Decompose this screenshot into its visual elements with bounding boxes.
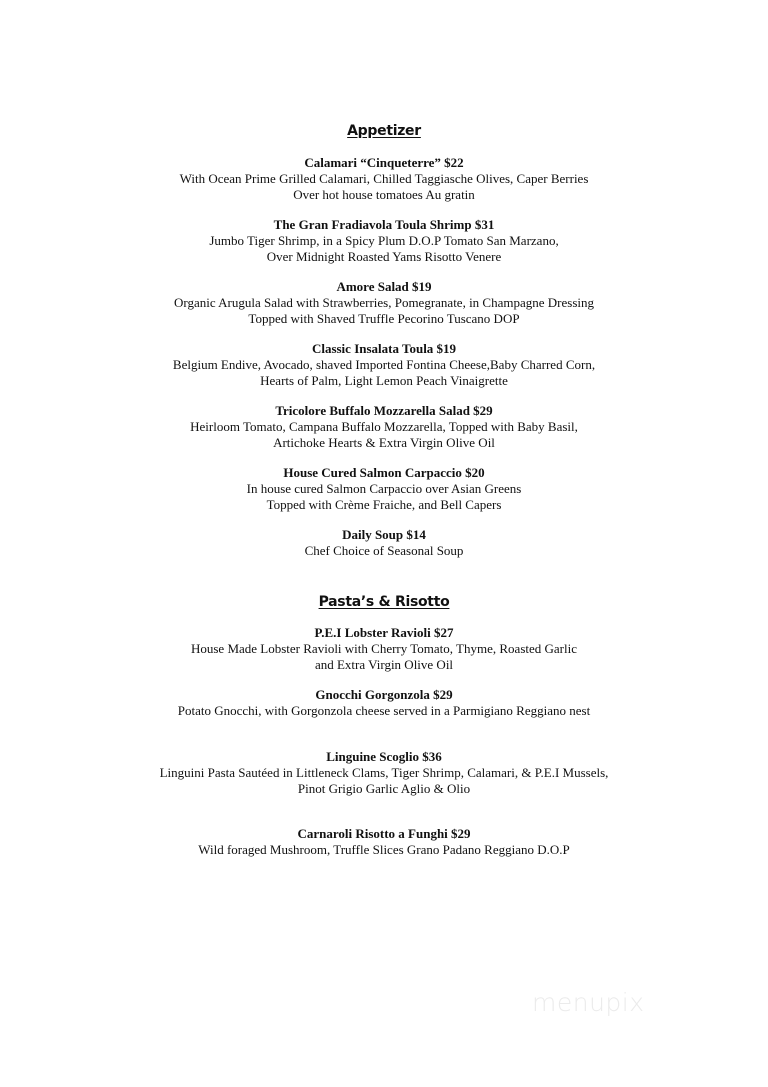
menu-item-description: Heirloom Tomato, Campana Buffalo Mozzarella, Topped with Baby Basil,: [190, 419, 578, 434]
menu-item-description: Belgium Endive, Avocado, shaved Imported Fontina Cheese,Baby Charred Corn,: [172, 357, 596, 372]
menu-item-description: Hearts of Palm, Light Lemon Peach Vinaigrette: [260, 373, 508, 388]
menu-item-description: Organic Arugula Salad with Strawberries, Pomegranate, in Champagne Dressing: [174, 295, 594, 310]
menu-item-description: Chef Choice of Seasonal Soup: [304, 543, 464, 558]
menu-item-description: House Made Lobster Ravioli with Cherry Tomato, Thyme, Roasted Garlic: [190, 641, 577, 656]
menu-item-description: Over hot house tomatoes Au gratin: [293, 187, 475, 202]
menu-item-description: Artichoke Hearts & Extra Virgin Olive Oil: [273, 435, 495, 450]
menu-item-name: P.E.I Lobster Ravioli $27: [314, 625, 454, 640]
menu-item-name: House Cured Salmon Carpaccio $20: [283, 465, 485, 480]
watermark-logo: menupix: [532, 988, 645, 1017]
menu-item-description: Pinot Grigio Garlic Aglio & Olio: [297, 781, 471, 796]
menu-item-name: Daily Soup $14: [342, 527, 426, 542]
menu-item-name: Calamari “Cinqueterre” $22: [304, 155, 464, 170]
menu-item-description: With Ocean Prime Grilled Calamari, Chilled Taggiasche Olives, Caper Berries: [179, 171, 589, 186]
menu-item-name: The Gran Fradiavola Toula Shrimp $31: [273, 217, 495, 232]
section-heading-pasta-risotto: Pasta’s & Risotto: [318, 594, 450, 610]
menu-item-name: Amore Salad $19: [336, 279, 432, 294]
menu-item-description: In house cured Salmon Carpaccio over Asian Greens: [246, 481, 522, 496]
menu-item-name: Classic Insalata Toula $19: [311, 341, 457, 356]
menu-item-description: Linguini Pasta Sautéed in Littleneck Clams, Tiger Shrimp, Calamari, & P.E.I Mussels,: [159, 765, 609, 780]
menu-item-description: Jumbo Tiger Shrimp, in a Spicy Plum D.O.P Tomato San Marzano,: [209, 233, 559, 248]
menu-item-name: Tricolore Buffalo Mozzarella Salad $29: [275, 403, 493, 418]
menu-item-description: Topped with Shaved Truffle Pecorino Tuscano DOP: [248, 311, 520, 326]
menu-item-name: Carnaroli Risotto a Funghi $29: [297, 826, 471, 841]
menu-item-description: and Extra Virgin Olive Oil: [314, 657, 454, 672]
menu-item-description: Topped with Crème Fraiche, and Bell Capers: [266, 497, 502, 512]
menu-item-description: Over Midnight Roasted Yams Risotto Venere: [266, 249, 502, 264]
menu-item-description: Wild foraged Mushroom, Truffle Slices Grano Padano Reggiano D.O.P: [198, 842, 570, 857]
section-heading-appetizer: Appetizer: [347, 123, 421, 139]
menu-item-description: Potato Gnocchi, with Gorgonzola cheese served in a Parmigiano Reggiano nest: [177, 703, 591, 718]
menu-item-name: Linguine Scoglio $36: [326, 749, 442, 764]
menu-item-name: Gnocchi Gorgonzola $29: [315, 687, 453, 702]
